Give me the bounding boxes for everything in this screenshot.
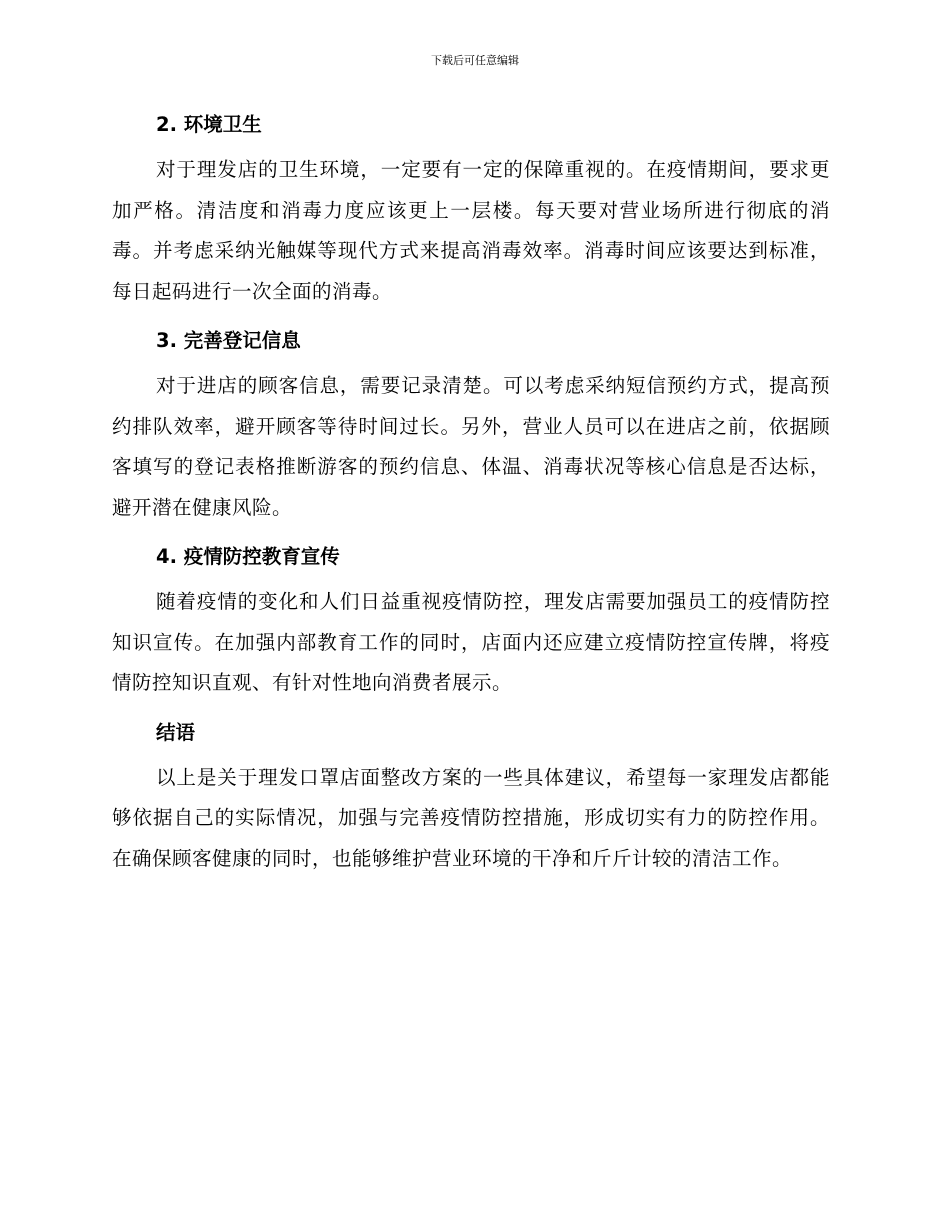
section-heading-education: 4. 疫情防控教育宣传 [156,545,340,568]
section-heading-environment: 2. 环境卫生 [156,113,262,136]
section-paragraph-education: 随着疫情的变化和人们日益重视疫情防控，理发店需要加强员工的疫情防控知识宣传。在加强内部教育工作的同时，店面内还应建立疫情防控宣传牌，将疫情防控知识直观、有针对性地向消费者展示。 [112,590,830,694]
document-body [112,110,830,879]
section-paragraph-conclusion: 以上是关于理发口罩店面整改方案的一些具体建议，希望每一家理发店都能够依据自己的实际情况，加强与完善疫情防控措施，形成切实有力的防控作用。在确保顾客健康的同时，也能够维护营业环境的干净和斤斤计较的清洁工作。 [112,765,830,870]
section-paragraph-environment: 对于理发店的卫生环境，一定要有一定的保障重视的。在疫情期间，要求更加严格。清洁度和消毒力度应该更上一层楼。每天要对营业场所进行彻底的消毒。并考虑采纳光触媒等现代方式来提高消毒效率。消毒时间应该要达到标准，每日起码进行一次全面的消毒。 [112,158,830,303]
section-heading-conclusion: 结语 [156,720,196,744]
section-heading-registration: 3. 完善登记信息 [156,329,301,352]
page-header-note: 下载后可任意编辑 [431,54,519,67]
section-paragraph-registration: 对于进店的顾客信息，需要记录清楚。可以考虑采纳短信预约方式，提高预约排队效率，避开顾客等待时间过长。另外，营业人员可以在进店之前，依据顾客填写的登记表格推断游客的预约信息、体温、消毒状况等核心信息是否达标，避开潜在健康风险。 [112,374,830,519]
